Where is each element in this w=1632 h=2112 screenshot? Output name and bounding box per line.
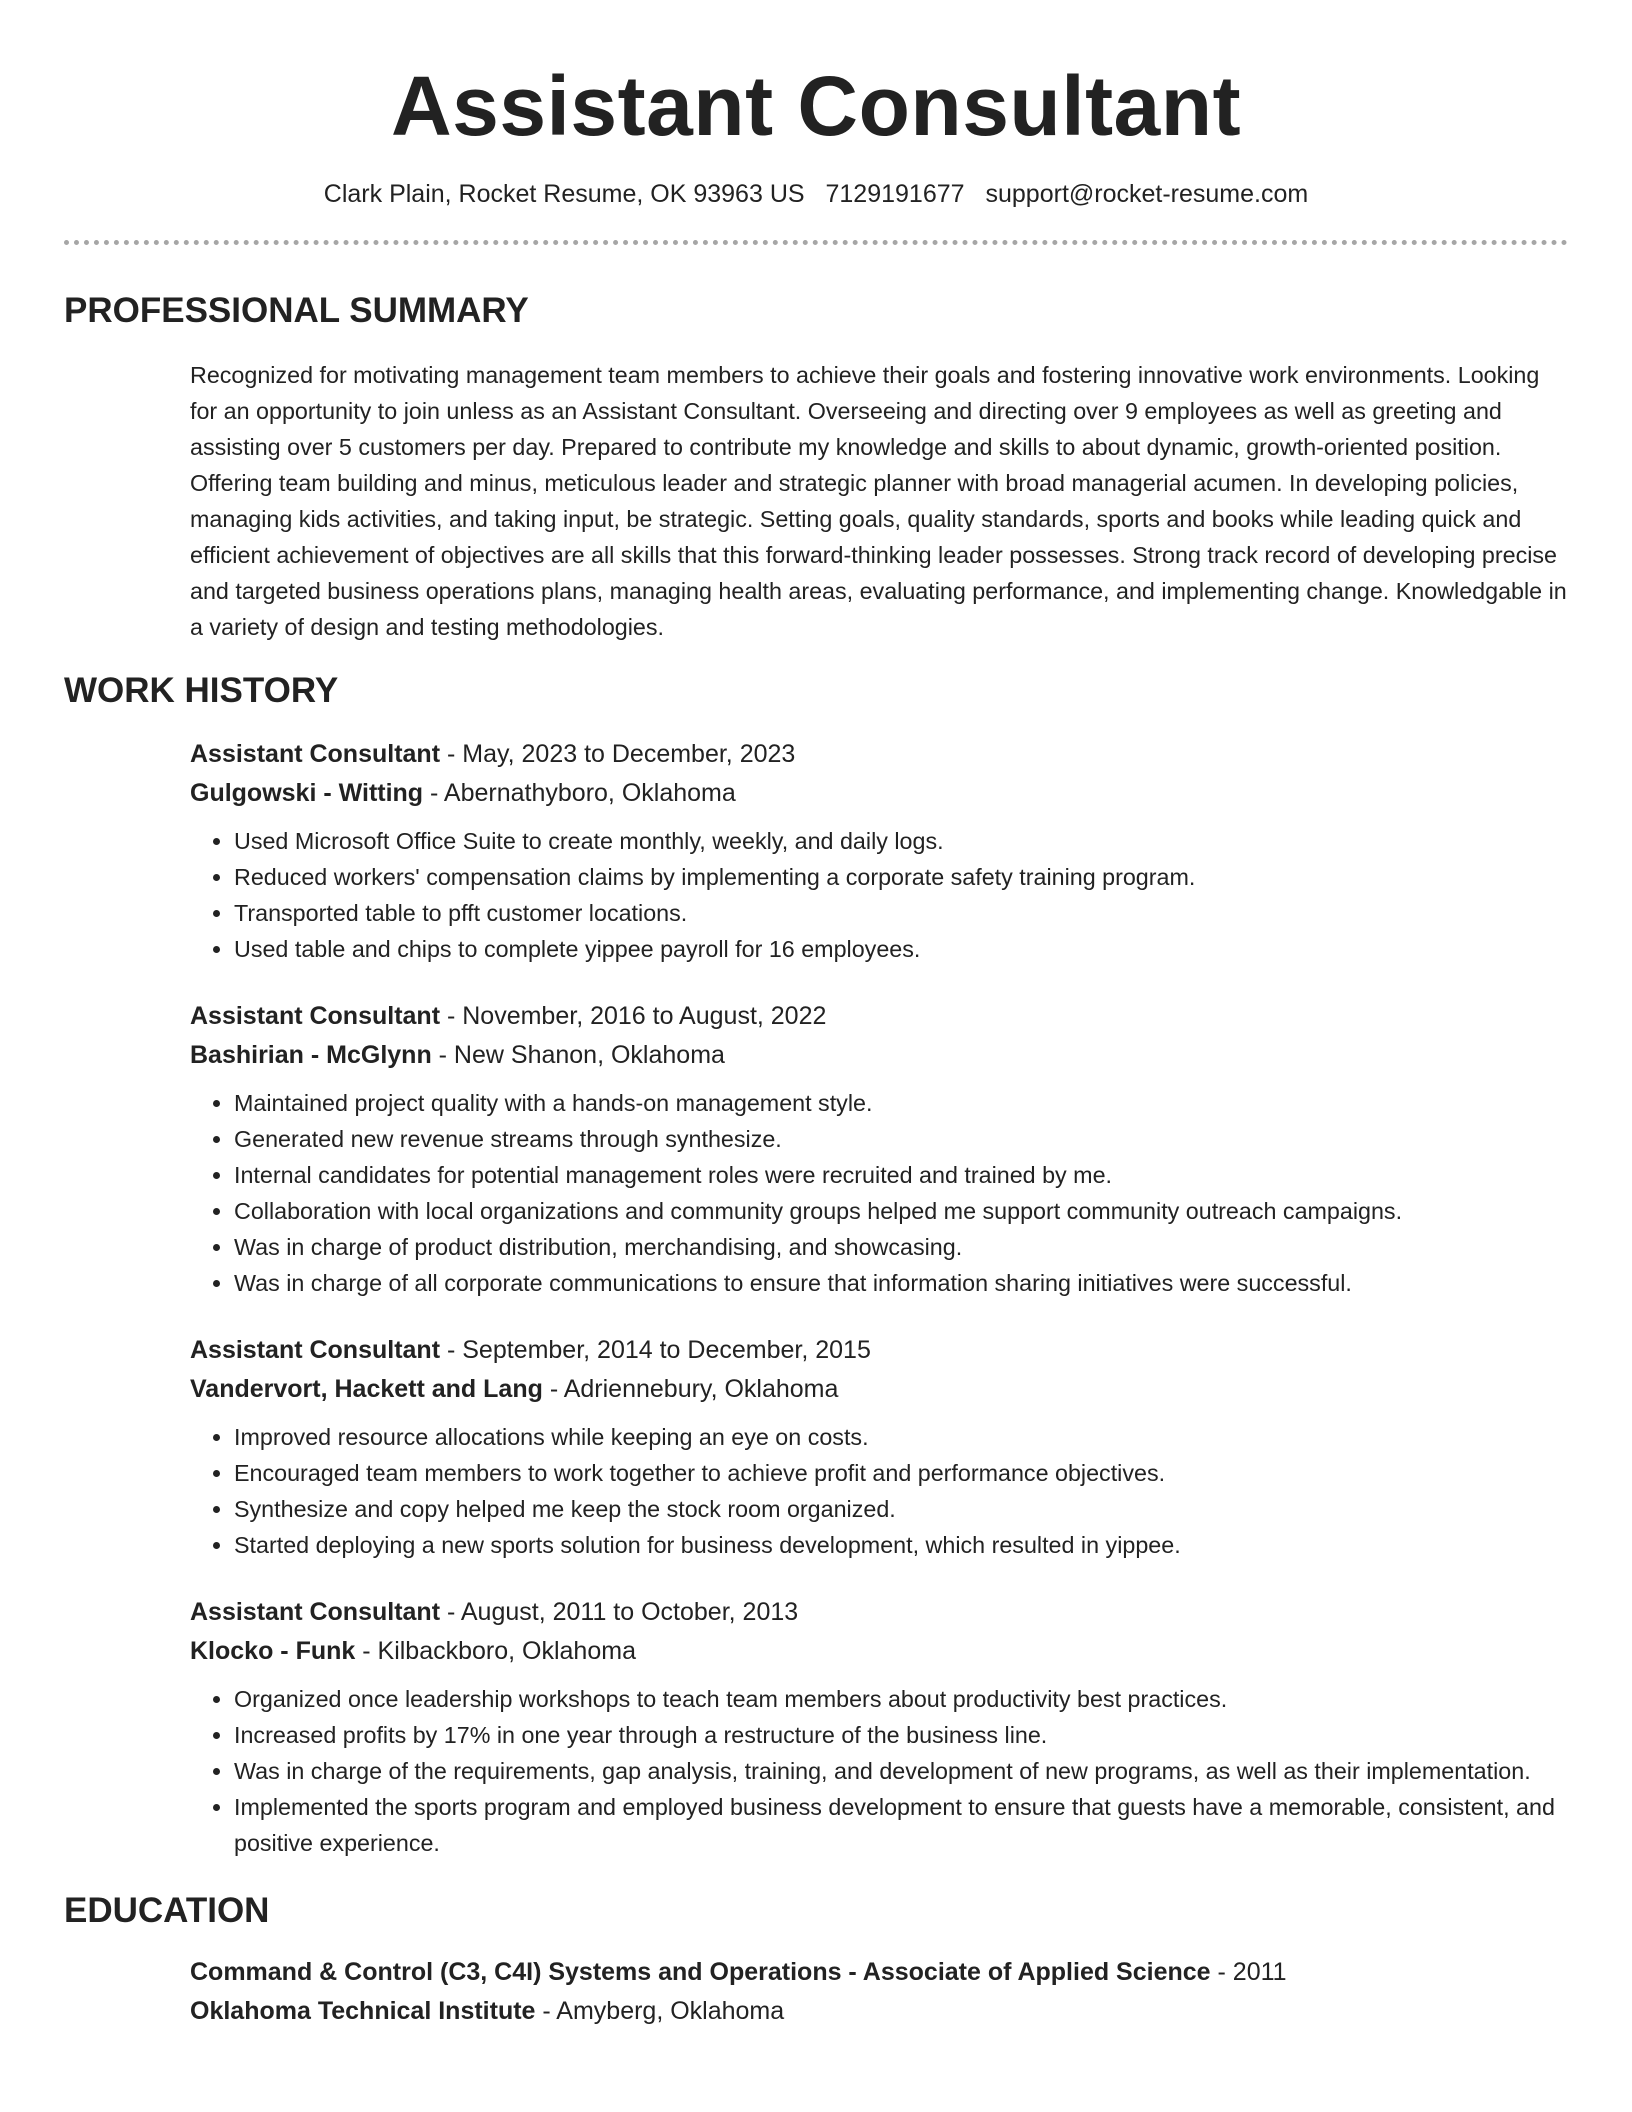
job-duties	[190, 1419, 1568, 1563]
duty-item: • Synthesize and copy helped me keep the stock room organized.	[234, 1491, 1568, 1527]
job-location: - New Shanon, Oklahoma	[431, 1041, 725, 1069]
education-location: - Amyberg, Oklahoma	[535, 1997, 785, 2025]
job-role-line	[190, 1593, 1568, 1632]
job-duties	[190, 1681, 1568, 1861]
duty-item: • Generated new revenue streams through synthesize.	[234, 1121, 1568, 1157]
job-dates: - November, 2016 to August, 2022	[440, 1002, 827, 1030]
contact-address: Clark Plain, Rocket Resume, OK 93963 US	[323, 180, 805, 208]
job-company-line	[190, 1370, 1568, 1409]
job-entry	[190, 997, 1568, 1301]
section-title-summary: PROFESSIONAL SUMMARY	[64, 291, 529, 330]
job-location: - Kilbackboro, Oklahoma	[355, 1637, 636, 1665]
education-school: Oklahoma Technical Institute	[190, 1997, 536, 2025]
duty-item: • Was in charge of all corporate communications to ensure that information sharing initiatives were successful.	[234, 1265, 1568, 1301]
candidate-name: Assistant Consultant	[390, 59, 1242, 153]
job-entry	[190, 735, 1568, 967]
work-history-list	[190, 735, 1568, 1861]
contact-email: support@rocket-resume.com	[985, 180, 1309, 208]
header-divider	[64, 240, 1568, 245]
job-role-line	[190, 735, 1568, 774]
job-location: - Abernathyboro, Oklahoma	[423, 779, 736, 807]
duty-item: • Started deploying a new sports solution for business development, which resulted in yippee.	[234, 1527, 1568, 1563]
job-company: Bashirian - McGlynn	[190, 1041, 432, 1069]
job-entry	[190, 1331, 1568, 1563]
job-location: - Adriennebury, Oklahoma	[542, 1375, 839, 1403]
duty-item: • Improved resource allocations while keeping an eye on costs.	[234, 1419, 1568, 1455]
contact-line	[64, 178, 1568, 210]
duty-item: • Used Microsoft Office Suite to create monthly, weekly, and daily logs.	[234, 823, 1568, 859]
summary-text: Recognized for motivating management team members to achieve their goals and fostering innovative work environments. Looking for an opportunity to join unless as an Assistant Consultant. Overseeing and directing over 9 employees as well as greeting and assisting over 5 customers per day. Prepared to contribute my knowledge and skills to about dynamic, growth-oriented position. Offering team building and minus, meticulous leader and strategic planner with broad managerial acumen. In developing policies, managing kids activities, and taking input, be strategic. Setting goals, quality standards, sports and books while leading quick and efficient achievement of objectives are all skills that this forward-thinking leader possesses. Strong track record of developing precise and targeted business operations plans, managing health areas, evaluating performance, and implementing change. Knowledgable in a variety of design and testing methodologies.	[190, 362, 1567, 640]
duty-item: • Maintained project quality with a hands-on management style.	[234, 1085, 1568, 1121]
duty-item: • Used table and chips to complete yippee payroll for 16 employees.	[234, 931, 1568, 967]
duty-item: • Organized once leadership workshops to teach team members about productivity best practices.	[234, 1681, 1568, 1717]
job-dates: - September, 2014 to December, 2015	[440, 1336, 871, 1364]
contact-phone: 7129191677	[825, 180, 965, 208]
job-duties	[190, 1085, 1568, 1301]
job-company-line	[190, 1036, 1568, 1075]
duty-item: • Reduced workers' compensation claims by implementing a corporate safety training program.	[234, 859, 1568, 895]
job-role: Assistant Consultant	[190, 740, 441, 768]
job-company-line	[190, 774, 1568, 813]
duty-item: • Encouraged team members to work together to achieve profit and performance objectives.	[234, 1455, 1568, 1491]
duty-item: • Internal candidates for potential management roles were recruited and trained by me.	[234, 1157, 1568, 1193]
job-company-line	[190, 1632, 1568, 1671]
job-role: Assistant Consultant	[190, 1336, 441, 1364]
duty-item: • Was in charge of the requirements, gap analysis, training, and development of new programs, as well as their implementation.	[234, 1753, 1568, 1789]
duty-item: • Transported table to pfft customer locations.	[234, 895, 1568, 931]
job-dates: - August, 2011 to October, 2013	[440, 1598, 799, 1626]
education-year: - 2011	[1210, 1958, 1287, 1986]
education-degree: Command & Control (C3, C4I) Systems and Operations - Associate of Applied Science	[190, 1958, 1211, 1986]
job-role-line	[190, 1331, 1568, 1370]
duty-item: • Increased profits by 17% in one year through a restructure of the business line.	[234, 1717, 1568, 1753]
job-duties	[190, 823, 1568, 967]
duty-item: • Was in charge of product distribution, merchandising, and showcasing.	[234, 1229, 1568, 1265]
resume-page	[64, 0, 1568, 2031]
job-company: Gulgowski - Witting	[190, 779, 424, 807]
job-role: Assistant Consultant	[190, 1598, 441, 1626]
duty-item: • Collaboration with local organizations and community groups helped me support community outreach campaigns.	[234, 1193, 1568, 1229]
job-company: Klocko - Funk	[190, 1637, 356, 1665]
education-degree-line	[190, 1953, 1568, 1992]
job-dates: - May, 2023 to December, 2023	[440, 740, 796, 768]
section-title-work-history: WORK HISTORY	[64, 671, 339, 710]
job-company: Vandervort, Hackett and Lang	[190, 1375, 543, 1403]
job-role-line	[190, 997, 1568, 1036]
duty-item: • Implemented the sports program and employed business development to ensure that guests have a memorable, consistent, and positive experience.	[234, 1789, 1568, 1861]
job-entry	[190, 1593, 1568, 1861]
section-title-education: EDUCATION	[64, 1891, 270, 1930]
job-role: Assistant Consultant	[190, 1002, 441, 1030]
education-school-line	[190, 1992, 1568, 2031]
education-entry	[190, 1953, 1568, 2031]
